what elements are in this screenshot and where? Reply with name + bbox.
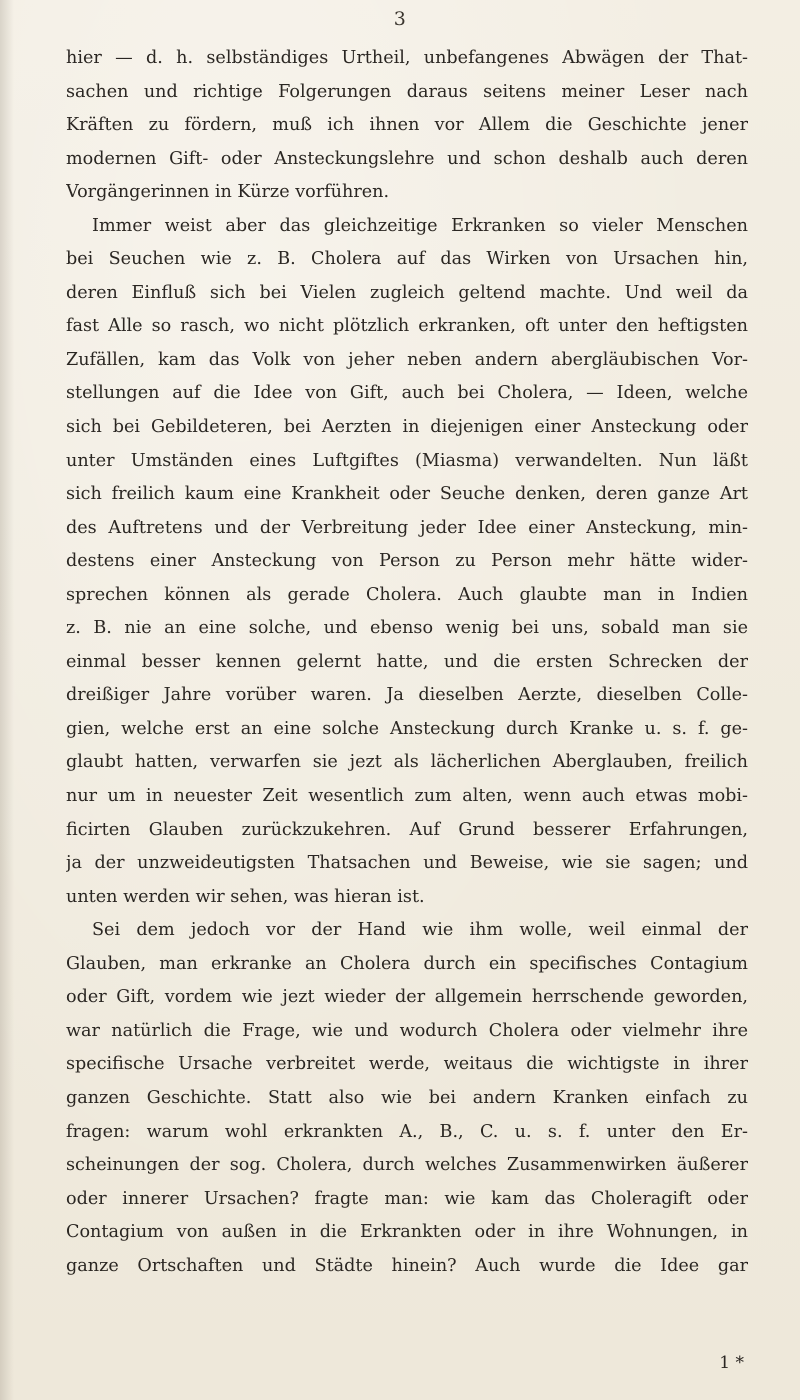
- text-line: Zufällen, kam das Volk von jeher neben andern abergläubischen Vor-: [66, 349, 748, 370]
- text-line: ficirten Glauben zurückzukehren. Auf Grund besserer Erfahrungen,: [66, 819, 748, 840]
- text-line: sich bei Gebildeteren, bei Aerzten in diejenigen einer Ansteckung oder: [66, 417, 748, 438]
- text-line: dreißiger Jahre vorüber waren. Ja dieselben Aerzte, dieselben Colle-: [66, 685, 748, 706]
- text-line: sachen und richtige Folgerungen daraus seitens meiner Leser nach: [66, 81, 748, 102]
- text-line: deren Einfluß sich bei Vielen zugleich geltend machte. Und weil da: [66, 282, 748, 303]
- text-line: Glauben, man erkranke an Cholera durch ein specifisches Contagium: [66, 953, 748, 974]
- text-line: specifische Ursache verbreitet werde, weitaus die wichtigste in ihrer: [66, 1054, 748, 1075]
- signature-mark: 1 *: [719, 1353, 744, 1373]
- text-line: sich freilich kaum eine Krankheit oder Seuche denken, deren ganze Art: [66, 484, 748, 505]
- text-line: ja der unzweideutigsten Thatsachen und Beweise, wie sie sagen; und: [66, 853, 748, 874]
- page-number: 3: [393, 8, 407, 30]
- text-line: gien, welche erst an eine solche Ansteckung durch Kranke u. s. f. ge-: [66, 718, 748, 739]
- text-line: oder innerer Ursachen? fragte man: wie kam das Choleragift oder: [66, 1188, 748, 1209]
- text-line: Vorgängerinnen in Kürze vorführen.: [66, 182, 390, 203]
- text-line: hier — d. h. selbständiges Urtheil, unbefangenes Abwägen der That-: [66, 48, 748, 68]
- text-line: fast Alle so rasch, wo nicht plötzlich erkranken, oft unter den heftigsten: [66, 316, 748, 337]
- text-line: stellungen auf die Idee von Gift, auch bei Cholera, — Ideen, welche: [66, 383, 748, 404]
- text-line: unten werden wir sehen, was hieran ist.: [66, 886, 425, 907]
- text-line: scheinungen der sog. Cholera, durch welches Zusammenwirken äußerer: [66, 1155, 748, 1176]
- text-line: oder Gift, vordem wie jezt wieder der allgemein herrschende geworden,: [66, 987, 748, 1008]
- text-line: destens einer Ansteckung von Person zu Person mehr hätte wider-: [66, 551, 748, 572]
- text-line: fragen: warum wohl erkrankten A., B., C. u. s. f. unter den Er-: [66, 1121, 748, 1142]
- text-line: Sei dem jedoch vor der Hand wie ihm wolle, weil einmal der: [92, 920, 748, 941]
- text-line: modernen Gift- oder Ansteckungslehre und schon deshalb auch deren: [66, 148, 748, 169]
- text-line: sprechen können als gerade Cholera. Auch glaubte man in Indien: [66, 584, 748, 605]
- text-line: ganze Ortschaften und Städte hinein? Auch wurde die Idee gar: [66, 1255, 748, 1276]
- text-line: bei Seuchen wie z. B. Cholera auf das Wirken von Ursachen hin,: [66, 249, 748, 270]
- text-line: war natürlich die Frage, wie und wodurch Cholera oder vielmehr ihre: [66, 1020, 748, 1041]
- text-line: Kräften zu fördern, muß ich ihnen vor Allem die Geschichte jener: [66, 115, 748, 136]
- text-line: z. B. nie an eine solche, und ebenso wenig bei uns, sobald man sie: [66, 618, 748, 639]
- body-text: [66, 42, 748, 1283]
- text-line: Immer weist aber das gleichzeitige Erkranken so vieler Menschen: [92, 215, 748, 236]
- text-line: unter Umständen eines Luftgiftes (Miasma) verwandelten. Nun läßt: [66, 450, 748, 471]
- binding-shadow: [0, 0, 14, 1400]
- text-line: ganzen Geschichte. Statt also wie bei andern Kranken einfach zu: [66, 1087, 748, 1108]
- text-line: einmal besser kennen gelernt hatte, und die ersten Schrecken der: [66, 651, 748, 672]
- text-line: glaubt hatten, verwarfen sie jezt als lächerlichen Aberglauben, freilich: [66, 752, 748, 773]
- text-line: Contagium von außen in die Erkrankten oder in ihre Wohnungen, in: [66, 1222, 748, 1243]
- text-line: nur um in neuester Zeit wesentlich zum alten, wenn auch etwas mobi-: [66, 786, 748, 807]
- text-line: des Auftretens und der Verbreitung jeder Idee einer Ansteckung, min-: [66, 517, 748, 538]
